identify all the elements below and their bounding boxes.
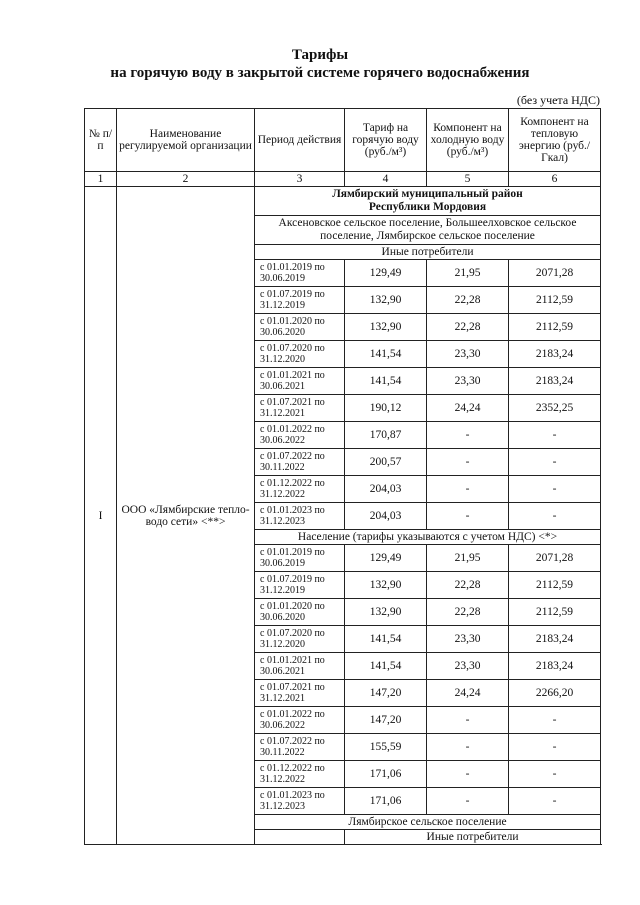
period-cell: с 01.01.2022 по 30.06.2022 <box>255 707 345 734</box>
cold-water-cell: 23,30 <box>427 626 509 653</box>
cold-water-cell: 23,30 <box>427 653 509 680</box>
heat-energy-cell: 2352,25 <box>509 395 601 422</box>
tariff-cell: 171,06 <box>345 761 427 788</box>
heat-energy-cell: - <box>509 449 601 476</box>
cold-water-cell: 24,24 <box>427 680 509 707</box>
footer-settlement: Лямбирское сельское поселение <box>255 815 601 830</box>
heat-energy-cell: - <box>509 707 601 734</box>
heat-energy-cell: 2112,59 <box>509 314 601 341</box>
tariff-cell: 132,90 <box>345 572 427 599</box>
period-cell: с 01.12.2022 по 31.12.2022 <box>255 476 345 503</box>
cold-water-cell: 23,30 <box>427 341 509 368</box>
period-cell: с 01.12.2022 по 31.12.2022 <box>255 761 345 788</box>
header-org: Наименование регулируемой организации <box>117 109 255 172</box>
heat-energy-cell: 2183,24 <box>509 626 601 653</box>
cold-water-cell: - <box>427 449 509 476</box>
tariff-cell: 129,49 <box>345 545 427 572</box>
empty-cell <box>255 830 345 845</box>
cold-water-cell: 22,28 <box>427 599 509 626</box>
heat-energy-cell: - <box>509 476 601 503</box>
heat-energy-cell: 2071,28 <box>509 545 601 572</box>
document-title: Тарифы <box>291 47 349 63</box>
column-number: 1 <box>85 172 117 187</box>
tariff-cell: 132,90 <box>345 599 427 626</box>
tariff-cell: 147,20 <box>345 707 427 734</box>
heat-energy-cell: 2183,24 <box>509 653 601 680</box>
heat-energy-cell: - <box>509 788 601 815</box>
period-cell: с 01.07.2020 по 31.12.2020 <box>255 626 345 653</box>
cold-water-cell: - <box>427 761 509 788</box>
tariff-cell: 171,06 <box>345 788 427 815</box>
cold-water-cell: - <box>427 503 509 530</box>
document-subtitle: на горячую воду в закрытой системе горячего водоснабжения <box>110 65 530 81</box>
period-cell: с 01.07.2022 по 30.11.2022 <box>255 734 345 761</box>
tariff-cell: 147,20 <box>345 680 427 707</box>
period-cell: с 01.01.2022 по 30.06.2022 <box>255 422 345 449</box>
cold-water-cell: 23,30 <box>427 368 509 395</box>
period-cell: с 01.01.2020 по 30.06.2020 <box>255 314 345 341</box>
region-line-1: Лямбирский муниципальный район <box>332 188 523 200</box>
period-cell: с 01.01.2019 по 30.06.2019 <box>255 545 345 572</box>
cold-water-cell: - <box>427 707 509 734</box>
group2-label: Население (тарифы указываются с учетом НДС) <*> <box>255 530 601 545</box>
header-row <box>85 109 601 172</box>
heat-energy-cell: 2183,24 <box>509 341 601 368</box>
column-number: 5 <box>427 172 509 187</box>
period-cell: с 01.01.2023 по 31.12.2023 <box>255 503 345 530</box>
heat-energy-cell: 2112,59 <box>509 287 601 314</box>
heat-energy-cell: - <box>509 503 601 530</box>
period-cell: с 01.07.2020 по 31.12.2020 <box>255 341 345 368</box>
row-number: I <box>85 187 117 845</box>
region-line-2: Республики Мордовия <box>368 201 487 213</box>
period-cell: с 01.01.2021 по 30.06.2021 <box>255 368 345 395</box>
cold-water-cell: 21,95 <box>427 260 509 287</box>
cold-water-cell: - <box>427 422 509 449</box>
header-cold: Компонент на холодную воду (руб./м³) <box>427 109 509 172</box>
tariff-cell: 204,03 <box>345 476 427 503</box>
cold-water-cell: - <box>427 734 509 761</box>
tariff-cell: 170,87 <box>345 422 427 449</box>
column-number: 2 <box>117 172 255 187</box>
tariff-cell: 129,49 <box>345 260 427 287</box>
tariff-cell: 200,57 <box>345 449 427 476</box>
heat-energy-cell: 2266,20 <box>509 680 601 707</box>
tariff-cell: 132,90 <box>345 287 427 314</box>
cold-water-cell: 21,95 <box>427 545 509 572</box>
heat-energy-cell: 2183,24 <box>509 368 601 395</box>
region-name <box>255 187 601 216</box>
cold-water-cell: - <box>427 476 509 503</box>
tariff-cell: 190,12 <box>345 395 427 422</box>
period-cell: с 01.07.2021 по 31.12.2021 <box>255 395 345 422</box>
cold-water-cell: 22,28 <box>427 314 509 341</box>
cold-water-cell: 22,28 <box>427 572 509 599</box>
heat-energy-cell: - <box>509 761 601 788</box>
cold-water-cell: - <box>427 788 509 815</box>
tariff-cell: 204,03 <box>345 503 427 530</box>
tariff-cell: 155,59 <box>345 734 427 761</box>
column-number-row <box>85 172 601 187</box>
heat-energy-cell: 2112,59 <box>509 572 601 599</box>
header-heat: Компонент на тепловую энергию (руб./Гкал) <box>509 109 601 172</box>
period-cell: с 01.01.2019 по 30.06.2019 <box>255 260 345 287</box>
vat-note: (без учета НДС) <box>516 93 600 107</box>
tariff-cell: 141,54 <box>345 626 427 653</box>
organization-name: ООО «Лямбирские тепло-водо сети» <**> <box>117 187 255 845</box>
period-cell: с 01.07.2019 по 31.12.2019 <box>255 287 345 314</box>
heat-energy-cell: 2112,59 <box>509 599 601 626</box>
period-cell: с 01.01.2021 по 30.06.2021 <box>255 653 345 680</box>
period-cell: с 01.07.2022 по 30.11.2022 <box>255 449 345 476</box>
region-row <box>85 187 601 216</box>
heat-energy-cell: - <box>509 422 601 449</box>
tariff-cell: 141,54 <box>345 368 427 395</box>
tariff-cell: 141,54 <box>345 653 427 680</box>
tariff-cell: 132,90 <box>345 314 427 341</box>
period-cell: с 01.07.2019 по 31.12.2019 <box>255 572 345 599</box>
header-num: № п/п <box>85 109 117 172</box>
period-cell: с 01.07.2021 по 31.12.2021 <box>255 680 345 707</box>
column-number: 3 <box>255 172 345 187</box>
heat-energy-cell: 2071,28 <box>509 260 601 287</box>
column-number: 4 <box>345 172 427 187</box>
cold-water-cell: 22,28 <box>427 287 509 314</box>
footer-group: Иные потребители <box>345 830 601 845</box>
settlements-label: Аксеновское сельское поселение, Большеелховское сельское поселение, Лямбирское сельское поселение <box>255 216 601 245</box>
tariff-cell: 141,54 <box>345 341 427 368</box>
group1-label: Иные потребители <box>255 245 601 260</box>
cold-water-cell: 24,24 <box>427 395 509 422</box>
tariff-table <box>84 108 601 845</box>
period-cell: с 01.01.2020 по 30.06.2020 <box>255 599 345 626</box>
period-cell: с 01.01.2023 по 31.12.2023 <box>255 788 345 815</box>
column-number: 6 <box>509 172 601 187</box>
header-period: Период действия <box>255 109 345 172</box>
header-tariff: Тариф на горячую воду (руб./м³) <box>345 109 427 172</box>
heat-energy-cell: - <box>509 734 601 761</box>
